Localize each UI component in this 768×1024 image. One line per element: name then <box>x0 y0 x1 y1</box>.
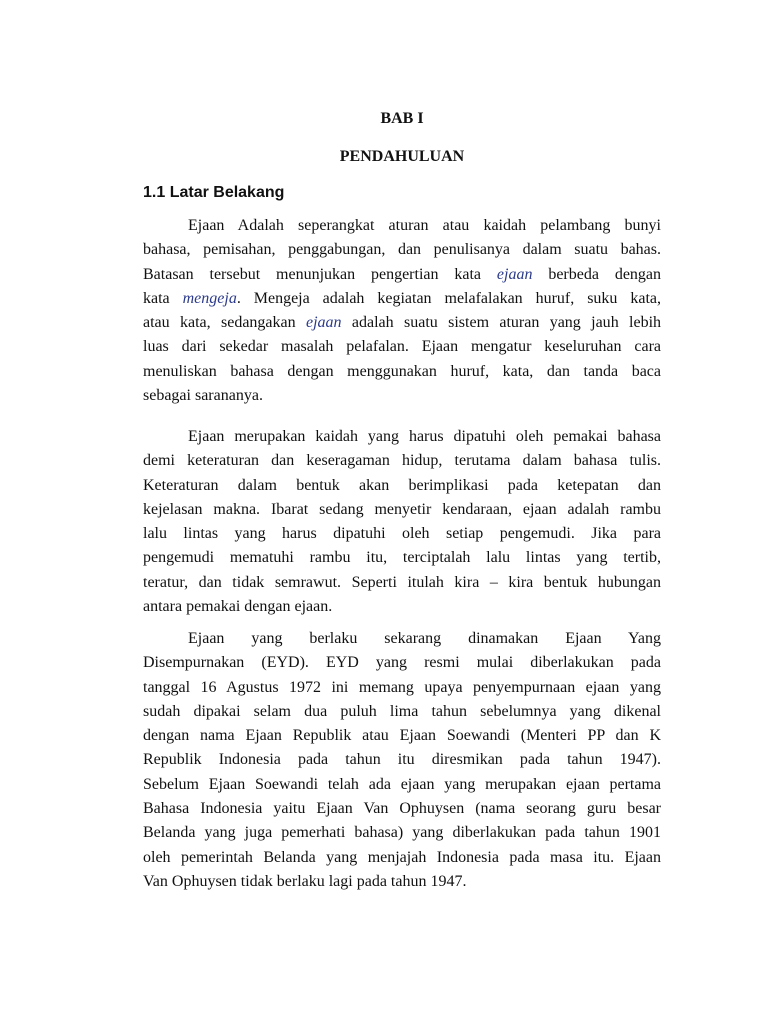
line-segment: Batasan tersebut menunjukan pengertian kata <box>143 265 482 283</box>
paragraph-line: luas dari sekedar masalah pelafalan. Ejaan mengatur keseluruhan cara <box>143 338 661 356</box>
paragraph-line: tanggal 16 Agustus 1972 ini memang upaya penyempurnaan ejaan yang <box>143 678 661 696</box>
paragraph-line: oleh pemerintah Belanda yang menjajah Indonesia pada masa itu. Ejaan <box>143 848 661 866</box>
paragraph-line: Van Ophuysen tidak berlaku lagi pada tahun 1947. <box>143 872 467 890</box>
line-segment: adalah suatu sistem aturan yang jauh lebih <box>351 314 662 332</box>
paragraph-line: lalu lintas yang harus dipatuhi oleh setiap pengemudi. Jika para <box>143 525 661 543</box>
chapter-number: BAB I <box>380 110 424 127</box>
italic-term: ejaan <box>306 314 342 332</box>
paragraph <box>143 627 661 894</box>
section-heading: 1.1 Latar Belakang <box>143 184 285 201</box>
paragraph-line: sudah dipakai selam dua puluh lima tahun sebelumnya yang dikenal <box>143 702 661 720</box>
paragraph-line <box>143 263 661 287</box>
line-segment: . Mengeja adalah kegiatan melafalakan huruf, suku kata, <box>236 289 662 307</box>
paragraph-line: Disempurnakan (EYD). EYD yang resmi mulai diberlakukan pada <box>143 654 661 672</box>
paragraph-line: Ejaan Adalah seperangkat aturan atau kaidah pelambang bunyi <box>188 217 661 234</box>
italic-term: ejaan <box>496 265 533 283</box>
paragraph <box>143 425 661 619</box>
paragraph-line: Ejaan merupakan kaidah yang harus dipatuhi oleh pemakai bahasa <box>188 428 661 445</box>
paragraph-line: Bahasa Indonesia yaitu Ejaan Van Ophuysen (nama seorang guru besar <box>143 800 661 818</box>
line-segment: kata <box>143 289 170 307</box>
paragraph-line: sebagai saranan​ya. <box>143 387 263 405</box>
paragraph-line: kejelasan makna. Ibarat sedang menyetir kendaraan, ejaan adalah rambu <box>143 500 661 518</box>
paragraph-line: dengan nama Ejaan Republik atau Ejaan Soewandi (Menteri PP dan K <box>143 727 661 745</box>
paragraph-line: menuliskan bahasa dengan menggunakan huruf, kata, dan tanda baca <box>143 362 661 380</box>
paragraph-line <box>143 287 661 311</box>
paragraph-line: pengemudi mematuhi rambu itu, terciptalah lalu lintas yang tertib, <box>143 549 661 567</box>
paragraph-line <box>143 311 661 335</box>
paragraph <box>143 214 661 408</box>
paragraph-line: antara pemakai dengan ejaan. <box>143 598 333 616</box>
italic-term: mengeja <box>182 289 237 307</box>
paragraph-line: bahasa, pemisahan, penggabungan, dan penulisanya dalam suatu bahas. <box>143 241 661 259</box>
paragraph-line: Republik Indonesia pada tahun itu diresmikan pada tahun 1947). <box>143 751 661 769</box>
paragraph-line: Ejaan yang berlaku sekarang dinamakan Ejaan Yang <box>188 630 661 647</box>
line-segment: berbeda dengan <box>548 265 662 283</box>
paragraph-line: Belanda yang juga pemerhati bahasa) yang diberlakukan pada tahun 1901 <box>143 824 661 842</box>
line-segment: atau kata, sedangakan <box>143 314 296 332</box>
paragraph-line: teratur, dan tidak semrawut. Seperti itulah kira – kira bentuk hubungan <box>143 573 661 591</box>
chapter-title: PENDAHULUAN <box>339 148 465 165</box>
paragraph-line: Sebelum Ejaan Soewandi telah ada ejaan yang merupakan ejaan pertama <box>143 775 661 793</box>
paragraph-line: Keteraturan dalam bentuk akan berimplikasi pada ketepatan dan <box>143 476 661 494</box>
paragraph-line: demi keteraturan dan keseragaman hidup, terutama dalam bahasa tulis. <box>143 452 661 470</box>
